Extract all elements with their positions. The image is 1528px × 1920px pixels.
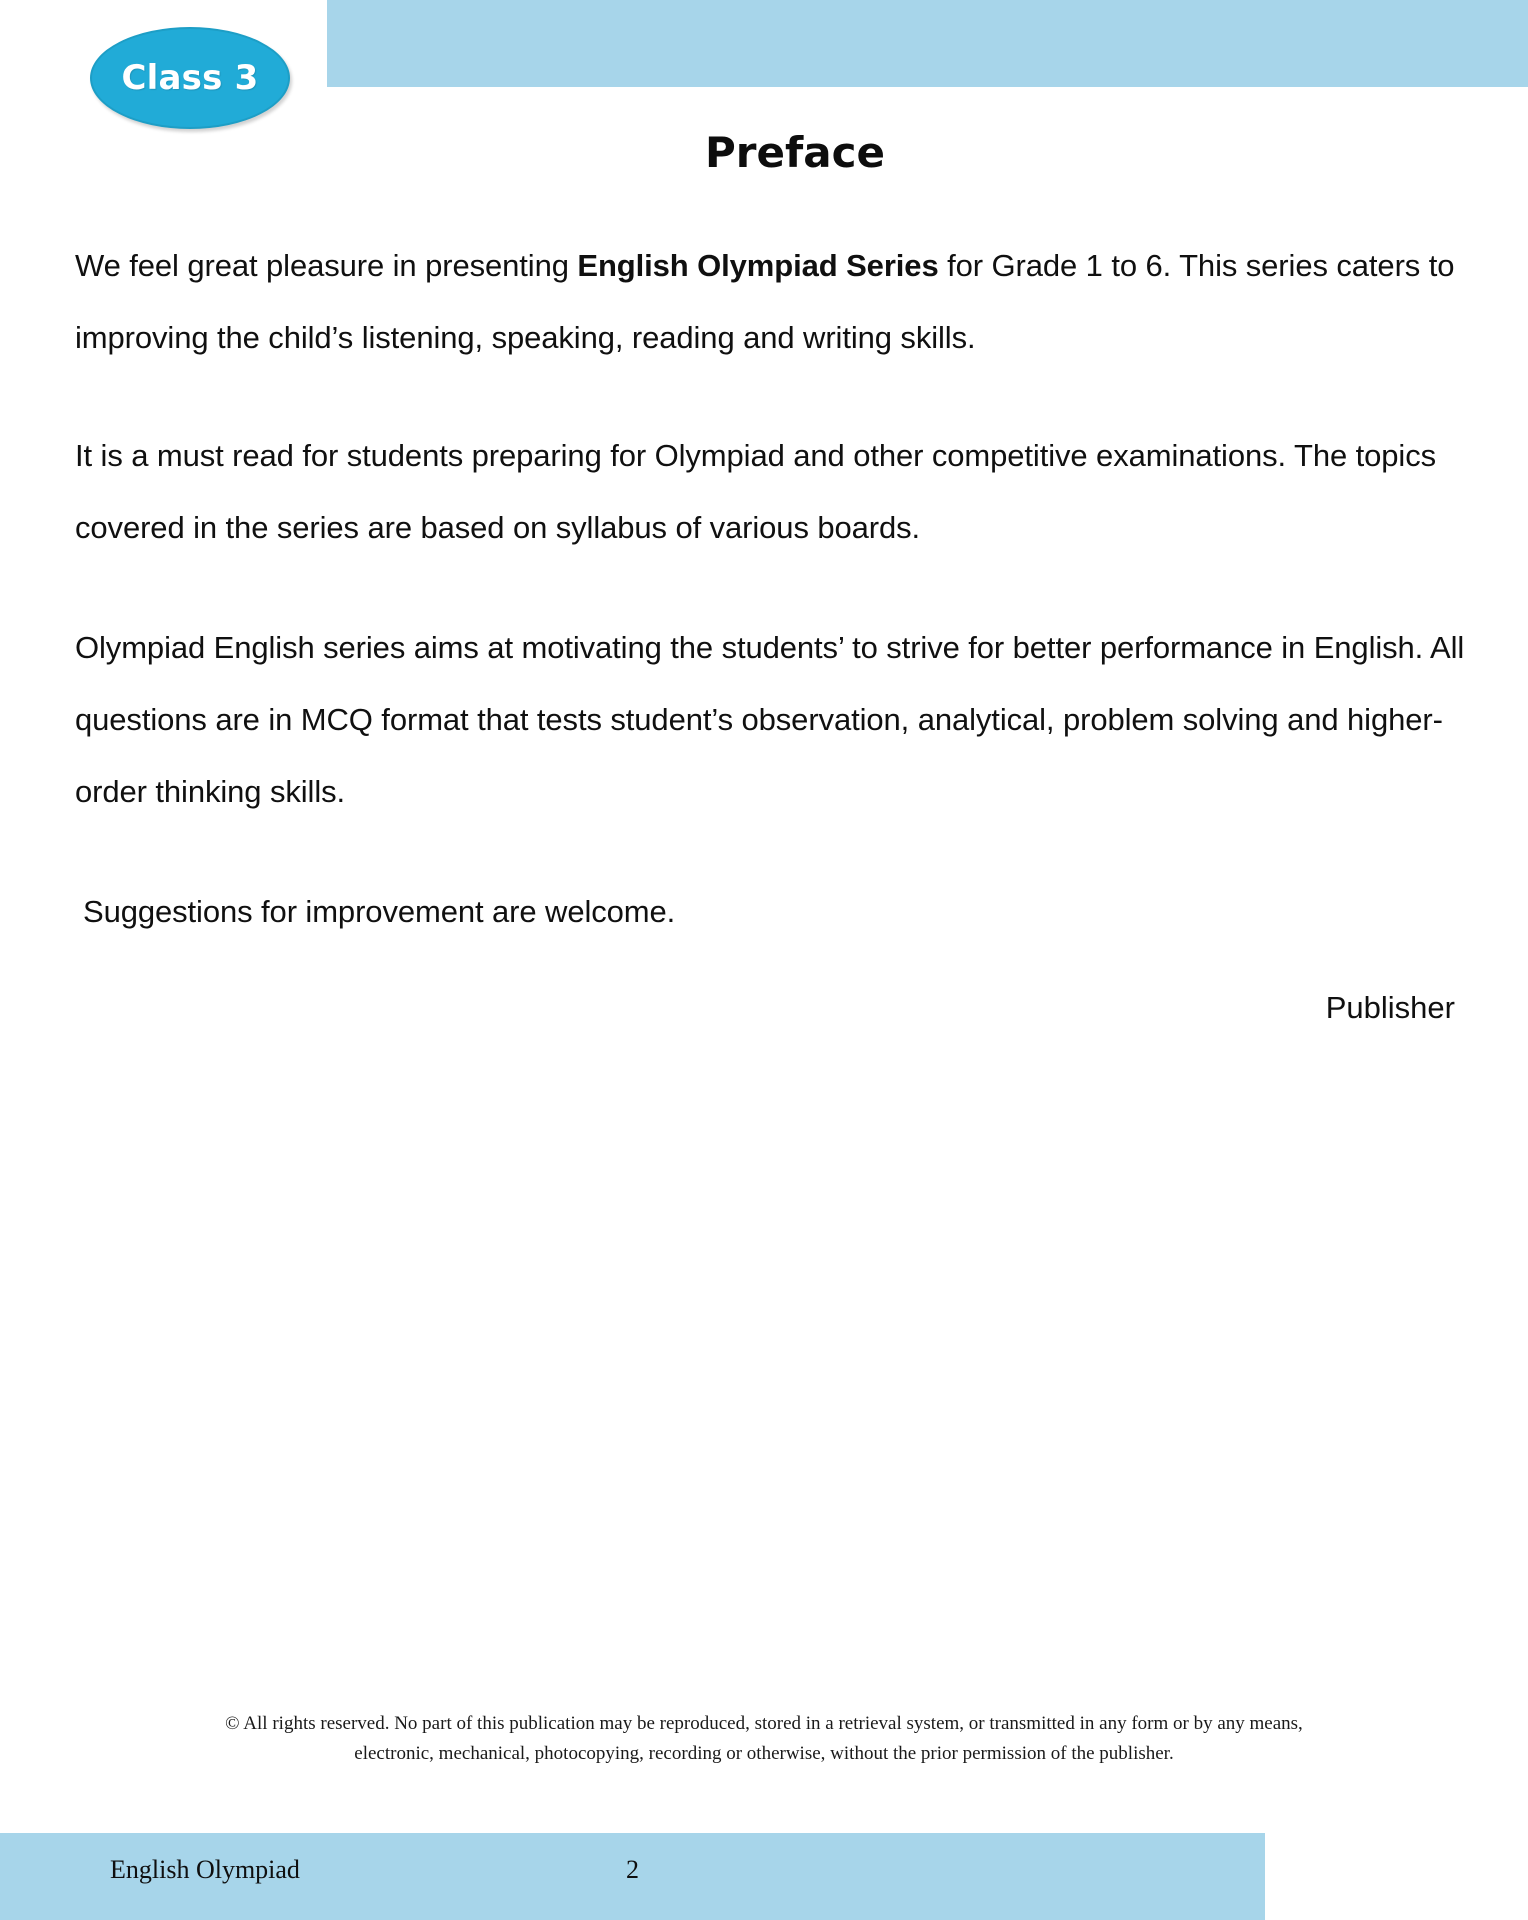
paragraph-1-run-3: for Grade 1 to 6. This series caters to improving the child’s listening, speaking, reading and writing skills. (75, 248, 1455, 355)
paragraph-1-run-1: We feel great pleasure in presenting (75, 248, 578, 283)
page-title: Preface (705, 128, 885, 177)
paragraph-2 (75, 420, 1465, 564)
paragraph-2-run-1: It is a must read for students preparing for Olympiad and other competitive examinations. The topics covered in the series are based on syllabus of various boards. (75, 438, 1436, 545)
footer-page-number: 2 (626, 1855, 639, 1884)
paragraph-4-run-1: Suggestions for improvement are welcome. (83, 894, 676, 929)
body-text (75, 230, 1465, 992)
footer-book-title: English Olympiad (110, 1855, 300, 1884)
paragraph-4 (75, 876, 1465, 948)
paragraph-1 (75, 230, 1465, 374)
copyright-line-2: electronic, mechanical, photocopying, recording or otherwise, without the prior permission of the publisher. (354, 1743, 1174, 1764)
paragraph-3-run-1: Olympiad English series aims at motivating the students’ to strive for better performance in English. All questions are in MCQ format that tests student’s observation, analytical, problem solving and higher-order thinking skills. (75, 630, 1465, 809)
paragraph-3 (75, 612, 1465, 828)
signature-publisher: Publisher (1325, 990, 1455, 1025)
copyright-line-1: © All rights reserved. No part of this publication may be reproduced, stored in a retrieval system, or transmitted in any form or by any means, (225, 1713, 1303, 1734)
header-band (327, 0, 1528, 87)
paragraph-1-run-2-bold: English Olympiad Series (577, 248, 939, 283)
class-badge-label: Class 3 (121, 58, 259, 98)
class-badge (90, 27, 290, 129)
copyright-notice (214, 1709, 1314, 1769)
